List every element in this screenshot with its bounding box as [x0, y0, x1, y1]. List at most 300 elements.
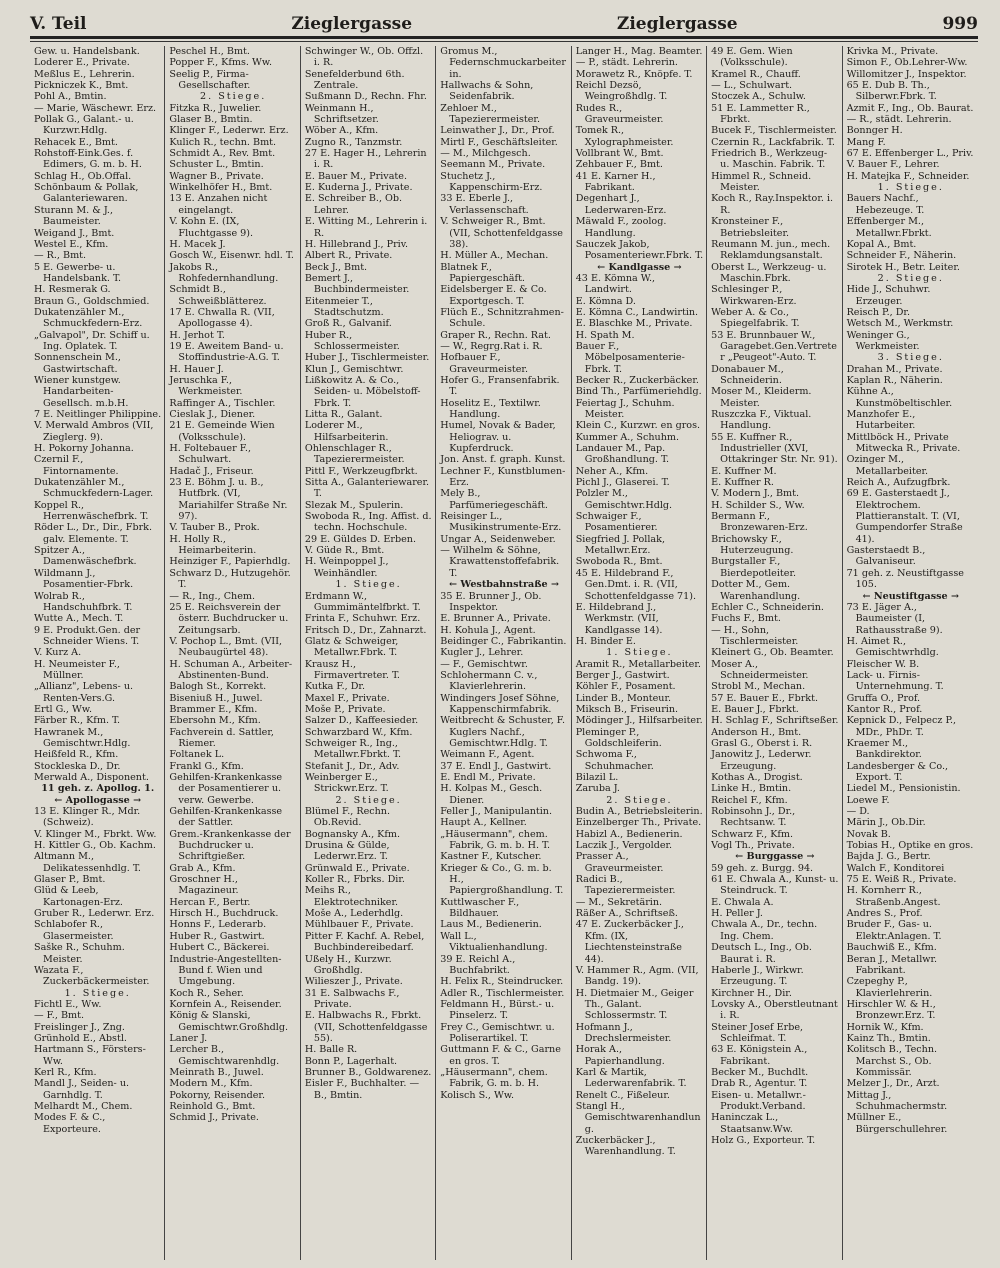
column-2	[165, 46, 300, 1260]
directory-entry: Berger J., Gastwirt.	[575, 669, 670, 681]
directory-entry: Kastner F., Kutscher.	[440, 851, 542, 863]
directory-entry: 7 E. Neitlinger Philippine.	[34, 409, 162, 420]
directory-entry: Popper F., Kfms. Ww.	[169, 57, 272, 69]
directory-entry: Reichl Dezsö, Weingroßhdlg. T.	[575, 80, 668, 103]
stair-heading: 1. Stiege.	[877, 182, 944, 194]
directory-entry: Kopal A., Bmt.	[846, 238, 917, 250]
directory-entry: E. Kömna C., Landwirtin.	[575, 306, 699, 318]
directory-entry: H. Müller A., Mechan.	[440, 250, 549, 262]
column-6	[707, 46, 842, 1260]
street-heading-left: Zieglergasse	[291, 14, 413, 34]
directory-entry: Vogl Th., Private.	[711, 840, 795, 852]
directory-entry: Reich A., Aufzugfbrk.	[846, 477, 951, 489]
directory-entry: Pollak G., Galant.- u. Kurzwr.Hdlg.	[34, 114, 134, 137]
directory-entry: Hornik W., Kfm.	[846, 1021, 924, 1033]
directory-entry: Loderer E., Private.	[34, 57, 130, 69]
directory-entry: Drusina & Gülde, Lederwr.Erz. T.	[304, 840, 390, 863]
directory-entry: H. Hillebrand J., Priv.	[304, 238, 409, 250]
directory-entry: H. Binder E.	[575, 635, 636, 647]
directory-entry: Weinmann H., Schriftsetzer.	[304, 102, 379, 126]
directory-entry: Zehloer M., Tapezierermeister.	[440, 102, 541, 126]
directory-entry: Balogh St., Korrekt.	[169, 681, 267, 693]
directory-entry: Liedel M., Pensionistin.	[846, 783, 961, 795]
directory-entry: Bognansky A., Kfm.	[304, 828, 401, 840]
directory-entry: 49 E. Gem. Wien (Volksschule).	[711, 46, 793, 69]
directory-entry: Robinsohn J., Dr., Rechtsanw. T.	[711, 806, 796, 829]
directory-entry: 37 E. Endl J., Gastwirt.	[440, 760, 552, 772]
directory-entry: Mandl J., Seiden- u. Garnhdlg. T.	[34, 1078, 130, 1101]
directory-entry: Czernil F., Fintornamente.	[34, 454, 119, 477]
directory-entry: Hercan F., Bertr.	[169, 896, 251, 908]
directory-entry: E. Bauer M., Private.	[304, 170, 408, 182]
directory-entry: Müllner E., Bürgerschullehrer.	[846, 1112, 948, 1135]
directory-entry: 17 E. Chwalla R. (VII, Apollogasse 4).	[169, 306, 275, 330]
directory-entry: Laner J.	[169, 1032, 208, 1044]
directory-entry: Mirtl F., Geschäftsleiter.	[440, 136, 558, 148]
directory-entry: Rudes R., Graveurmeister.	[575, 102, 664, 126]
directory-entry: 23 E. Böhm J. u. B., Hutfbrk. (VI, Mariahilfer Straße Nr. 97).	[169, 477, 288, 523]
directory-entry: Simon F., Ob.Lehrer-Ww.	[846, 57, 968, 69]
directory-entry: — W., Regrg.Rat i. R.	[440, 340, 543, 352]
directory-entry: Koch R., Ray.Inspektor. i. R.	[711, 193, 834, 216]
directory-entry: Schlesinger P., Wirkwaren-Erz.	[711, 284, 797, 307]
directory-entry: Langer H., Mag. Beamter.	[575, 46, 703, 57]
directory-entry: „Galvapol", Dr. Schiff u. Ing. Oplatek. T.	[34, 329, 150, 352]
directory-entry: Gehilfen-Krankenkasse der Sattler.	[169, 806, 283, 829]
directory-entry: Bermann F., Bronzewaren-Erz.	[711, 511, 808, 534]
directory-entry: H. Foltebauer F., Schulwart.	[169, 443, 252, 466]
directory-entry: Kainz Th., Bmtin.	[846, 1032, 931, 1044]
directory-entry: Haupt A., Kellner.	[440, 817, 527, 829]
directory-entry: Eisler F., Buchhalter. — B., Bmtin.	[304, 1078, 420, 1101]
directory-entry: Weigand J., Bmt.	[34, 227, 115, 239]
directory-entry: E. Schreiber B., Ob. Lehrer.	[304, 193, 403, 216]
directory-entry: Hide J., Schuhwr. Erzeuger.	[846, 284, 931, 307]
directory-entry: Andres S., Prof.	[846, 908, 923, 920]
directory-entry: Biseniuß H., Juwel.	[169, 692, 263, 704]
directory-entry: H. Jerhot T.	[169, 329, 225, 341]
directory-entry: Weinberger E., Strickwr.Erz. T.	[304, 772, 389, 795]
directory-entry: Beck J., Bmt.	[304, 261, 368, 273]
directory-entry: 13 E. Klinger R., Mdr. (Schweiz).	[34, 806, 141, 829]
directory-entry: Eisen- u. Metallwr.-Produkt.Verband.	[711, 1089, 806, 1112]
directory-entry: Mühlbauer F., Private.	[304, 919, 414, 931]
directory-entry: Schmidt B., Schweißblätterez.	[169, 284, 267, 307]
directory-entry: Leinwather J., Dr., Prof.	[440, 125, 555, 137]
directory-entry: 27 E. Hager H., Lehrerin i. R.	[304, 148, 427, 171]
directory-entry: Hofmann J., Drechslermeister.	[575, 1021, 672, 1044]
directory-entry: Lißkowitz A. & Co., Seiden- u. Möbelstoff-Fbrk. T.	[304, 374, 421, 409]
directory-entry: Fuchs F., Bmt.	[711, 613, 781, 625]
directory-entry: Sonnenschein M., Gastwirtschaft.	[34, 352, 121, 375]
directory-entry: Hofer G., Fransenfabrik. T.	[440, 374, 560, 398]
directory-entry: Novak B.	[846, 828, 891, 840]
directory-entry: „Häusermann", chem. Fabrik, G. m. b. H. T.	[440, 828, 551, 852]
directory-entry: Stockleska D., Dr.	[34, 760, 121, 772]
directory-entry: Linder B., Monteur.	[575, 692, 672, 704]
directory-entry: Schmid J., Private.	[169, 1112, 259, 1124]
directory-entry: Oberst L., Werkzeug- u. Maschin.Fbrk.	[711, 261, 827, 284]
directory-entry: Albert R., Private.	[304, 250, 393, 262]
directory-entry: Reisch P., Dr.	[846, 306, 910, 318]
directory-entry: E. Kuffner R.	[711, 477, 774, 489]
directory-entry: 67 E. Effenberger L., Priv.	[846, 148, 974, 160]
directory-entry: Räßer A., Schriftseß.	[575, 908, 678, 920]
directory-entry: V. Schweiger R., Bmt. (VII, Schottenfeldgasse 38).	[440, 216, 563, 250]
directory-entry: Spitzer A., Damenwäschefbrk.	[34, 545, 137, 568]
directory-entry: V. Tauber B., Prok.	[169, 522, 260, 534]
directory-entry: — M., Milchgesch.	[440, 148, 531, 160]
directory-entry: Wilieszer J., Private.	[304, 976, 403, 988]
stair-heading: 1. Stiege.	[335, 579, 402, 591]
directory-entry: V. Modern J., Bmt.	[711, 488, 800, 500]
directory-entry: Zugno R., Tanzmstr.	[304, 136, 403, 148]
directory-entry: Koppel R., Herrenwäschefbrk. T.	[34, 499, 149, 523]
directory-entry: Bilazil L.	[575, 772, 619, 783]
directory-entry: Dukatenzähler M., Schmuckfedern-Erz.	[34, 306, 143, 330]
directory-entry: Schwarz F., Kfm.	[711, 828, 794, 840]
directory-entry: E. Hildebrand J., Werkmstr. (VII, Kandlgasse 14).	[575, 601, 663, 636]
directory-entry: Stuchetz J., Kappenschirm-Erz.	[440, 170, 543, 194]
directory-entry: Sturann M. & J., Baumeister.	[34, 204, 114, 228]
directory-entry: Hartmann S., Försters-Ww.	[34, 1044, 146, 1067]
directory-entry: Horak A., Papierhandlung.	[575, 1044, 665, 1067]
directory-entry: Ozinger M., Metallarbeiter.	[846, 454, 929, 477]
directory-entry: König & Slanski, Gemischtwr.Großhdlg.	[169, 1010, 289, 1033]
directory-entry: E. Halbwachs R., Fbrkt. (VII, Schottenfeldgasse 55).	[304, 1010, 428, 1044]
directory-entry: Salzer D., Kaffeesieder.	[304, 715, 419, 727]
directory-entry: Wutte A., Mech. T.	[34, 613, 124, 625]
directory-entry: Bonnger H.	[846, 125, 903, 137]
directory-entry: Anderson H., Bmt.	[711, 726, 802, 738]
directory-entry: Zehbauer F., Bmt.	[575, 159, 663, 171]
street-marker: 11 geh. z. Apollog. 1.	[41, 783, 155, 795]
directory-entry: Weitbrecht & Schuster, F. Kuglers Nachf., Gemischtwr.Hdlg. T.	[440, 715, 566, 749]
directory-entry: Blümel F., Rechn. Ob.Revid.	[304, 806, 391, 829]
directory-entry: Fitzka R., Juwelier.	[169, 102, 262, 114]
directory-entry: E. Witting M., Lehrerin i. R.	[304, 216, 428, 239]
directory-entry: Schlohermann C. v., Klavierlehrerin.	[440, 669, 538, 693]
directory-entry: Swoboda R., Bmt.	[575, 556, 663, 568]
directory-entry: Feller J., Manipulantin.	[440, 806, 553, 818]
directory-entry: Bauchwiß E., Kfm.	[846, 942, 937, 954]
directory-entry: Märin J., Ob.Dir.	[846, 817, 926, 829]
directory-entry: Wagner B., Private.	[169, 170, 264, 182]
directory-entry: Laczik J., Vergolder.	[575, 840, 673, 852]
directory-entry: Heinziger F., Papierhdlg.	[169, 556, 291, 568]
directory-entry: Senefelderbund 6th. Zentrale.	[304, 68, 405, 92]
directory-entry: — R., städt. Lehrerin.	[846, 114, 952, 126]
directory-entry: 63 E. Königstein A., Fabrikant.	[711, 1044, 808, 1067]
directory-entry: — F., Gemischtwr.	[440, 658, 528, 670]
directory-entry: 39 E. Reichl A., Buchfabrikt.	[440, 953, 516, 976]
directory-entry: Braun G., Goldschmied.	[34, 295, 150, 307]
directory-entry: Tomek R., Xylographmeister.	[575, 125, 674, 148]
directory-entry: Kothas A., Drogist.	[711, 772, 803, 783]
directory-entry: Hawranek M., Gemischtwr.Hdlg.	[34, 726, 131, 749]
directory-entry: Humel, Novak & Bader, Heliograv. u. Kupferdruck.	[440, 420, 556, 455]
directory-entry: Donabauer M., Schneiderin.	[711, 363, 784, 386]
directory-entry: Röder L., Dr., Dir., Fbrk. galv. Elemente. T.	[34, 522, 153, 545]
directory-entry: H. Kolpas M., Gesch. Diener.	[440, 783, 543, 806]
directory-entry: Wildmann J., Posamentier-Fbrk.	[34, 567, 134, 591]
directory-entry: Kolitsch B., Techn. Marchst S., Ob. Kommissär.	[846, 1044, 938, 1078]
directory-entry: V. Kurz A.	[34, 647, 82, 659]
directory-entry: Schuster L., Bmtin.	[169, 159, 264, 171]
directory-entry: 25 E. Reichsverein der österr. Buchdrucker u. Zeitungsarb.	[169, 601, 289, 636]
directory-entry: Azmit F., Ing., Ob. Baurat.	[846, 102, 974, 114]
directory-entry: Schlabofer R., Glasermeister.	[34, 919, 114, 942]
directory-entry: Mödinger J., Hilfsarbeiter.	[575, 715, 703, 727]
directory-entry: Moše P., Private.	[304, 703, 386, 715]
directory-entry: Fleischer W. B.	[846, 658, 920, 670]
column-7	[843, 46, 978, 1260]
directory-entry: Saške R., Schuhm. Meister.	[34, 942, 125, 965]
directory-entry: — H., Sohn, Tischlermeister.	[711, 624, 799, 647]
directory-entry: Neher A., Kfm.	[575, 465, 649, 477]
directory-entry: Haberle J., Wirkwr. Erzeugung. T.	[711, 964, 804, 988]
directory-entry: Wall L., Viktualienhandlung.	[440, 930, 548, 954]
directory-entry: H. Weinpoppel J., Weinhändler.	[304, 556, 389, 579]
directory-entry: 47 E. Zuckerbäcker J., Kfm. (IX, Liechtensteinstraße 44).	[575, 919, 684, 965]
directory-entry: Zuckerbäcker J., Warenhandlung. T.	[575, 1135, 676, 1158]
directory-entry: Guttmann F. & C., Garne en gros. T.	[440, 1044, 561, 1067]
directory-entry: 9 E. Produkt.Gen. der Schneider Wiens. T.	[34, 624, 141, 647]
column-1	[30, 46, 165, 1260]
stair-heading: 1. Stiege.	[64, 987, 131, 999]
directory-entry: Siegfried J. Pollak, Metallwr.Erz.	[575, 533, 665, 557]
directory-entry: Wöber A., Kfm.	[304, 125, 379, 137]
directory-entry: Schönbaum & Pollak, Galanteriewaren.	[34, 182, 139, 205]
directory-entry: Färber R., Kfm. T.	[34, 715, 121, 727]
directory-entry: Hirschler W. & H., Bronzewr.Erz. T.	[846, 998, 936, 1022]
directory-entry: Steiner Josef Erbe, Schleifmat. T.	[711, 1021, 804, 1044]
directory-entry: Miksch B., Friseurin.	[575, 703, 679, 715]
directory-entry: H. Kittler G., Ob. Kachm.	[34, 840, 156, 852]
directory-entry: Frey C., Gemischtwr. u. Poliserartikel. T.	[440, 1021, 555, 1044]
directory-entry: Pichl J., Glaserei. T.	[575, 477, 670, 489]
directory-entry: Friedrich B., Werkzeug- u. Maschin. Fabrik. T.	[711, 148, 828, 171]
directory-entry: E. Kuffner M.	[711, 465, 777, 477]
directory-entry: Weimann F., Agent.	[440, 749, 535, 761]
directory-entry: H. Resmerak G.	[34, 284, 111, 296]
directory-entry: Glatz & Schweiger, Metallwr.Fbrk. T.	[304, 635, 399, 659]
directory-entry: Himmel R., Schneid. Meister.	[711, 170, 812, 194]
directory-entry: Winkelhöfer H., Bmt.	[169, 182, 273, 194]
directory-entry: Feldmann H., Bürst.- u. Pinselerz. T.	[440, 998, 555, 1022]
directory-entry: Kummer A., Schuhm.	[575, 431, 680, 443]
directory-entry: Weninger G., Werkmeister.	[846, 329, 920, 352]
directory-entry: H. Neumeister F., Müllner.	[34, 658, 120, 681]
directory-entry: Moser M., Kleiderm. Meister.	[711, 386, 812, 409]
directory-entry: 65 E. Dub B. Th., Silberwr.Fbrk. T.	[846, 80, 937, 103]
directory-entry: H. Balle R.	[304, 1044, 358, 1056]
directory-entry: Krivka M., Private.	[846, 46, 939, 57]
directory-entry: Einzelberger Th., Private.	[575, 817, 702, 829]
column-5	[572, 46, 707, 1260]
directory-entry: Hadač J., Friseur.	[169, 465, 254, 477]
directory-entry: Wiener kunstgew. Handarbeiten-Gesellsch. m.b.H.	[34, 374, 129, 409]
directory-entry: Burgstaller F., Bierdepotleiter.	[711, 556, 797, 579]
directory-entry: Radici B., Tapezierermeister.	[575, 874, 676, 897]
directory-entry: Manzhofer E., Hutarbeiter.	[846, 409, 916, 432]
directory-entry: Holz G., Exporteur. T.	[711, 1135, 816, 1146]
directory-entry: V. Merwald Ambros (VII, Zieglerg. 9).	[34, 420, 154, 443]
directory-entry: Merwald A., Disponent.	[34, 772, 149, 783]
directory-entry: Grem.-Krankenkasse der Buchdrucker u. Schriftgießer.	[169, 828, 291, 863]
directory-entry: Wolrab R., Handschuhfbrk. T.	[34, 590, 133, 613]
directory-entry: — Wilhelm & Söhne, Krawattenstoffefabrik. T.	[440, 545, 560, 579]
directory-entry: Kutka F., Dr.	[304, 681, 365, 693]
directory-entry: Wazata F., Zuckerbäckermeister.	[34, 964, 150, 988]
directory-entry: Tobias H., Optike en gros.	[846, 840, 974, 852]
street-marker: ← Westbahnstraße →	[448, 579, 560, 591]
street-marker: ← Neustiftgasse →	[862, 590, 960, 602]
directory-entry: Gasterstaedt B., Galvaniseur.	[846, 545, 926, 568]
directory-entry: Jakobs R., Rohfedernhandlung.	[169, 261, 279, 284]
directory-entry: Brunner B., Goldwarenez.	[304, 1066, 432, 1078]
directory-entry: Reichel F., Kfm.	[711, 794, 788, 806]
directory-entry: Stangl H., Gemischtwarenhandlung.	[575, 1100, 701, 1135]
directory-entry: Industrie-Angestellten-Bund f. Wien und Umgebung.	[169, 953, 282, 988]
directory-entry: Peschel H., Bmt.	[169, 46, 250, 57]
directory-entry: Eitenmeier T., Stadtschutzm.	[304, 295, 384, 318]
directory-entry: Schmidt A., Rev. Bmt.	[169, 148, 276, 160]
directory-entry: Ußely H., Kurzwr. Großhdlg.	[304, 953, 392, 976]
directory-entry: Ebersohn M., Kfm.	[169, 715, 261, 727]
directory-entry: Modes F. & C., Exporteure.	[34, 1112, 106, 1135]
directory-entry: Dukatenzähler M., Schmuckfedern-Lager.	[34, 477, 154, 500]
directory-entry: Pokorny, Reisender.	[169, 1089, 266, 1101]
directory-entry: Bauer F., Möbelposamenterie-Fbrk. T.	[575, 340, 685, 375]
stair-heading: 2. Stiege.	[877, 272, 944, 284]
directory-entry: Meihs R., Elektrotechniker.	[304, 885, 399, 908]
directory-entry: Linke H., Bmtin.	[711, 783, 792, 795]
directory-entry: Gosch W., Eisenwr. hdl. T.	[169, 250, 294, 262]
directory-entry: 59 geh. z. Burgg. 94.	[711, 862, 814, 874]
directory-entry: Reumann M. jun., mech. Reklamdungsanstalt.	[711, 238, 831, 262]
directory-entry: Chwala A., Dr., techn. Ing. Chem.	[711, 919, 818, 942]
part-label: V. Teil	[30, 14, 87, 34]
directory-entry: H. Holly R., Heimarbeiterin.	[169, 533, 257, 557]
directory-entry: Degenhart J., Lederwaren-Erz.	[575, 193, 667, 216]
directory-entry: Bauers Nachf., Hebezeuge. T.	[846, 193, 925, 216]
directory-entry: Polzler M., Gemischtwr.Hdlg.	[575, 488, 673, 511]
directory-entry: Kronsteiner F., Betriebsleiter.	[711, 216, 790, 239]
directory-entry: Koller R., Fbrks. Dir.	[304, 874, 405, 886]
directory-entry: Gruffa O., Prof.	[846, 692, 921, 704]
directory-entry: Loderer M., Hilfsarbeiterin.	[304, 420, 389, 443]
directory-entry: E. Kuderna J., Private.	[304, 182, 413, 194]
directory-entry: Klun J., Gemischtwr.	[304, 363, 404, 375]
stair-heading: 3. Stiege.	[877, 352, 944, 364]
directory-entry: Stoczek A., Schulw.	[711, 91, 806, 103]
directory-entry: — F., Bmt.	[34, 1010, 85, 1022]
directory-entry: — R., Ing., Chem.	[169, 590, 256, 602]
directory-entry: H. Schlag F., Schriftseßer.	[711, 715, 839, 727]
column-4	[436, 46, 571, 1260]
header-rule-thin	[30, 41, 978, 42]
directory-entry: Huber J., Tischlermeister.	[304, 352, 430, 364]
directory-entry: Mäwald F., zoolog. Handlung.	[575, 216, 667, 239]
street-marker: ← Burggasse →	[735, 851, 815, 863]
directory-entry: Kaplan R., Näherin.	[846, 374, 943, 386]
directory-entry: Ohlenschlager R., Tapezierermeister.	[304, 443, 405, 466]
directory-entry: Schneider F., Näherin.	[846, 250, 957, 262]
directory-entry: 75 E. Weiß R., Private.	[846, 874, 957, 886]
directory-entry: Schwarz D., Hutzugehör. T.	[169, 567, 291, 591]
directory-entry: 57 E. Bauer E., Fbrkt.	[711, 692, 819, 704]
directory-entry: Klein C., Kurzwr. en gros.	[575, 420, 701, 432]
directory-entry: Krausz H., Firmavertreter. T.	[304, 658, 400, 681]
directory-entry: Windingers Josef Söhne, Kappenschirmfabrik.	[440, 692, 560, 715]
directory-entry: H. Schilder S., Ww.	[711, 499, 805, 511]
directory-entry: „Häusermann", chem. Fabrik, G. m. b. H.	[440, 1066, 548, 1090]
directory-entry: Grünwald E., Private.	[304, 862, 410, 874]
directory-entry: Echler C., Schneiderin.	[711, 601, 824, 613]
directory-entry: Schwarzbard W., Kfm.	[304, 726, 413, 738]
directory-entry: Altmann M., Delikatessenhdlg. T.	[34, 851, 141, 874]
stair-heading: 2. Stiege.	[606, 794, 673, 806]
street-marker: ← Kandlgasse →	[597, 261, 682, 273]
directory-entry: Koch R., Seher.	[169, 987, 244, 999]
directory-entry: Glaser B., Bmtin.	[169, 114, 253, 126]
directory-entry: V. Pochop L., Bmt. (VII, Neubaugürtel 48).	[169, 635, 283, 659]
directory-entry: Lercher B., Gemischtwarenhdlg.	[169, 1044, 280, 1067]
directory-entry: Mang F.	[846, 136, 886, 148]
directory-entry: Fichtl E., Ww.	[34, 998, 102, 1010]
directory-entry: Weber A. & Co., Spiegelfabrik. T.	[711, 306, 800, 330]
directory-entry: Kornfein A., Reisender.	[169, 998, 282, 1010]
directory-entry: Pittl F., Werkzeugfbrkt.	[304, 465, 418, 477]
directory-entry: Kuttlwascher F., Bildhauer.	[440, 896, 520, 920]
directory-entry: H. Felix R., Steindrucker.	[440, 976, 564, 988]
directory-entry: 41 E. Karner H., Fabrikant.	[575, 170, 656, 194]
directory-entry: Gromus M., Federnschmuckarbeiterin.	[440, 46, 566, 80]
directory-entry: Freislinger J., Zng.	[34, 1021, 125, 1033]
directory-entry: Schwinger W., Ob. Offzl. i. R.	[304, 46, 424, 69]
directory-entry: Maxel F., Private.	[304, 692, 390, 704]
directory-entry: Kerl R., Kfm.	[34, 1066, 97, 1078]
directory-entry: Glüd & Leeb, Kartonagen-Erz.	[34, 885, 123, 908]
directory-entry: Sitta A., Galanteriewarer. T.	[304, 477, 430, 500]
directory-entry: Walch F., Konditorei	[846, 862, 945, 874]
directory-entry: Strobl M., Mechan.	[711, 681, 806, 693]
directory-entry: 43 E. Kömna W., Landwirt.	[575, 272, 656, 296]
directory-entry: — D.	[846, 806, 870, 818]
directory-entry: Eidelsberger E. & Co. Exportgesch. T.	[440, 284, 547, 307]
directory-entry: Feiertag J., Schuhm. Meister.	[575, 397, 675, 420]
directory-entry: 61 E. Chwala A., Kunst- u. Steindruck. T.	[711, 874, 839, 897]
directory-entry: „Allianz", Lebens- u. Renten-Vers.G.	[34, 681, 134, 704]
directory-entry: E. Blaschke M., Private.	[575, 318, 693, 330]
directory-entry: Melzer J., Dr., Arzt.	[846, 1078, 940, 1090]
directory-entry: — M., Sekretärin.	[575, 896, 663, 908]
directory-entry: Habizl A., Bedienerin.	[575, 828, 683, 840]
directory-entry: Drab R., Agentur. T.	[711, 1078, 808, 1090]
directory-entry: Grab A., Kfm.	[169, 862, 236, 874]
directory-entry: Morawetz R., Knöpfe. T.	[575, 68, 693, 80]
directory-entry: Budin A., Betriebsleiterin.	[575, 806, 703, 818]
directory-entry: H. Hauer J.	[169, 363, 224, 375]
directory-entry: V. Güde R., Bmt.	[304, 545, 385, 557]
directory-entry: Kraemer M., Bankdirektor.	[846, 737, 922, 761]
directory-entry: E. Brunner A., Private.	[440, 613, 551, 625]
directory-entry: Cieslak J., Diener.	[169, 409, 256, 420]
directory-entry: Ruszczka F., Viktual. Handlung.	[711, 409, 812, 432]
directory-entry: Schwaiger F., Posamentierer.	[575, 511, 658, 534]
directory-entry: Adler R., Tischlermeister.	[440, 987, 565, 999]
